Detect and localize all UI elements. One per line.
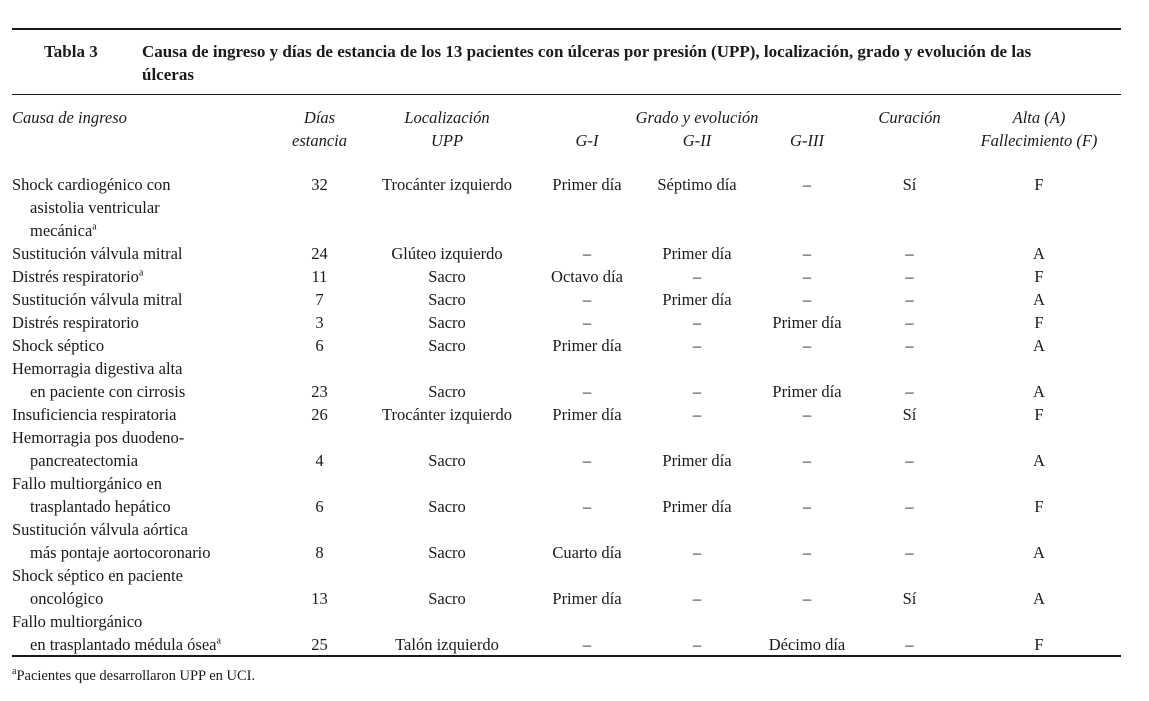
causa-line: Shock séptico en paciente — [12, 566, 183, 585]
cell-dias: 13 — [311, 589, 328, 608]
cell-dias: 4 — [315, 451, 324, 470]
cell-alta: A — [1033, 451, 1045, 470]
cell-localizacion: Sacro — [428, 313, 466, 332]
cell-g3: – — [802, 543, 812, 562]
footnote-mark: a — [12, 666, 17, 678]
cell-curacion: – — [905, 382, 914, 401]
cell-g1: Primer día — [552, 589, 622, 608]
bottom-rule — [12, 655, 1121, 657]
footnote-text: Pacientes que desarrollaron UPP en UCI. — [16, 668, 256, 684]
header-g3: G-III — [790, 131, 824, 150]
cell-dias: 6 — [315, 497, 324, 516]
table-row — [12, 518, 1121, 564]
cell-g1: Primer día — [552, 336, 622, 355]
header-localizacion-1: Localización — [404, 108, 490, 127]
table-row — [12, 288, 1121, 311]
cell-g2: Primer día — [662, 451, 732, 470]
cell-alta: A — [1033, 290, 1045, 309]
cell-curacion: – — [905, 635, 914, 654]
header-dias-2: estancia — [292, 131, 347, 150]
cell-alta: F — [1034, 267, 1044, 286]
cell-localizacion: Trocánter izquierdo — [382, 405, 512, 424]
table-caption-label: Tabla 3 — [44, 42, 98, 61]
table-row — [12, 311, 1121, 334]
cell-alta: A — [1033, 382, 1045, 401]
cell-dias: 7 — [315, 290, 324, 309]
cell-dias: 26 — [311, 405, 328, 424]
cell-dias: 11 — [311, 267, 328, 286]
cell-curacion: – — [905, 543, 914, 562]
cell-causa — [12, 518, 277, 564]
cell-g2: Primer día — [662, 497, 732, 516]
cell-g1: – — [582, 290, 592, 309]
cell-g3: – — [802, 405, 812, 424]
caption-rule — [12, 94, 1121, 95]
header-grado: Grado y evolución — [635, 108, 759, 127]
cell-g1: – — [582, 382, 592, 401]
cell-localizacion: Sacro — [428, 589, 466, 608]
cell-g3: Décimo día — [768, 635, 846, 654]
cell-dias: 25 — [311, 635, 328, 654]
cell-dias: 23 — [311, 382, 328, 401]
cell-dias: 24 — [311, 244, 328, 263]
footnote-marker: a — [138, 267, 144, 279]
table-body — [12, 173, 1121, 656]
causa-line: Fallo multiorgánico en — [12, 474, 163, 493]
table-row — [12, 357, 1121, 403]
cell-alta: F — [1034, 175, 1044, 194]
causa-line: más pontaje aortocoronario — [30, 543, 211, 562]
cell-curacion: Sí — [902, 589, 917, 608]
cell-g1: Octavo día — [551, 267, 623, 286]
cell-g3: – — [802, 290, 812, 309]
cell-g2: Primer día — [662, 244, 732, 263]
cell-g3: Primer día — [772, 382, 842, 401]
cell-curacion: – — [905, 336, 914, 355]
header-g1: G-I — [575, 131, 599, 150]
cell-alta: A — [1033, 589, 1045, 608]
cell-alta: F — [1034, 635, 1044, 654]
header-curacion: Curación — [878, 108, 941, 127]
cell-g3: – — [802, 451, 812, 470]
cell-localizacion: Sacro — [428, 336, 466, 355]
cell-curacion: Sí — [902, 175, 917, 194]
cell-localizacion: Sacro — [428, 382, 466, 401]
cell-g2: – — [692, 313, 702, 332]
causa-line — [12, 633, 277, 656]
cell-causa — [12, 311, 277, 334]
causa-line-text: Distrés respiratorio — [12, 267, 139, 286]
cell-g2: – — [692, 382, 702, 401]
cell-localizacion: Sacro — [428, 543, 466, 562]
cell-curacion: Sí — [902, 405, 917, 424]
cell-g2: – — [692, 405, 702, 424]
causa-line: Sustitución válvula mitral — [12, 290, 183, 309]
causa-line: Distrés respiratorio — [12, 313, 139, 332]
cell-alta: F — [1034, 405, 1044, 424]
cell-dias: 6 — [315, 336, 324, 355]
table-row — [12, 472, 1121, 518]
cell-g3: – — [802, 336, 812, 355]
cell-localizacion: Sacro — [428, 497, 466, 516]
table-row — [12, 403, 1121, 426]
cell-curacion: – — [905, 497, 914, 516]
causa-line — [12, 219, 277, 242]
causa-line: Shock séptico — [12, 336, 105, 355]
cell-alta: A — [1033, 244, 1045, 263]
table-row — [12, 564, 1121, 610]
causa-line: Sustitución válvula aórtica — [12, 520, 188, 539]
cell-causa — [12, 472, 277, 518]
cell-alta: A — [1033, 543, 1045, 562]
cell-g1: – — [582, 497, 592, 516]
cell-g2: – — [692, 589, 702, 608]
cell-localizacion: Sacro — [428, 290, 466, 309]
header-localizacion-2: UPP — [430, 131, 464, 150]
cell-g1: Primer día — [552, 175, 622, 194]
cell-curacion: – — [905, 451, 914, 470]
cell-causa — [12, 610, 277, 656]
footnote — [12, 668, 255, 685]
cell-causa — [12, 357, 277, 403]
cell-g1: – — [582, 451, 592, 470]
header-causa: Causa de ingreso — [12, 108, 127, 127]
causa-line: en paciente con cirrosis — [30, 382, 186, 401]
table-row — [12, 173, 1121, 242]
cell-curacion: – — [905, 313, 914, 332]
causa-line: Insuficiencia respiratoria — [12, 405, 177, 424]
footnote-marker: a — [216, 635, 221, 647]
cell-curacion: – — [905, 244, 914, 263]
causa-line: Sustitución válvula mitral — [12, 244, 183, 263]
cell-localizacion: Glúteo izquierdo — [391, 244, 503, 263]
header-dias-1: Días — [303, 108, 336, 127]
cell-causa — [12, 564, 277, 610]
causa-line-text: en trasplantado médula ósea — [30, 635, 217, 654]
cell-g2: – — [692, 267, 702, 286]
header-g2: G-II — [682, 131, 712, 150]
causa-line: trasplantado hepático — [30, 497, 171, 516]
header-alta-1: Alta (A) — [1012, 108, 1066, 127]
causa-line-text: mecánica — [30, 221, 93, 240]
cell-g1: – — [582, 244, 592, 263]
cell-dias: 8 — [315, 543, 324, 562]
cell-g3: Primer día — [772, 313, 842, 332]
cell-causa — [12, 173, 277, 242]
causa-line: Shock cardiogénico con — [12, 175, 171, 194]
table-row — [12, 426, 1121, 472]
cell-g2: Primer día — [662, 290, 732, 309]
cell-causa — [12, 265, 277, 288]
cell-g2: – — [692, 543, 702, 562]
cell-g3: – — [802, 244, 812, 263]
cell-g3: – — [802, 267, 812, 286]
cell-curacion: – — [905, 290, 914, 309]
cell-g1: Cuarto día — [552, 543, 622, 562]
cell-dias: 32 — [311, 175, 328, 194]
cell-localizacion: Talón izquierdo — [395, 635, 499, 654]
top-rule — [12, 28, 1121, 30]
cell-causa — [12, 288, 277, 311]
cell-alta: A — [1033, 336, 1045, 355]
cell-localizacion: Sacro — [428, 267, 466, 286]
cell-causa — [12, 403, 277, 426]
causa-line: oncológico — [30, 589, 104, 608]
cell-alta: F — [1034, 497, 1044, 516]
table-row — [12, 265, 1121, 288]
causa-line: Hemorragia digestiva alta — [12, 359, 183, 378]
table-caption-text: Causa de ingreso y días de estancia de los 13 pacientes con úlceras por presión (UPP), localización, grado y evolución de las úlceras — [142, 42, 1032, 84]
cell-dias: 3 — [315, 313, 324, 332]
cell-causa — [12, 426, 277, 472]
cell-alta: F — [1034, 313, 1044, 332]
cell-g1: – — [582, 635, 592, 654]
causa-line: asistolia ventricular — [30, 198, 160, 217]
table-row — [12, 610, 1121, 656]
cell-g3: – — [802, 497, 812, 516]
cell-g1: Primer día — [552, 405, 622, 424]
cell-localizacion: Sacro — [428, 451, 466, 470]
causa-line: pancreatectomia — [30, 451, 139, 470]
cell-causa — [12, 242, 277, 265]
table-header — [12, 106, 1121, 173]
cell-g2: Séptimo día — [657, 175, 737, 194]
cell-causa — [12, 334, 277, 357]
cell-g2: – — [692, 336, 702, 355]
cell-g3: – — [802, 175, 812, 194]
cell-g2: – — [692, 635, 702, 654]
causa-line: Fallo multiorgánico — [12, 612, 143, 631]
causa-line — [12, 265, 277, 288]
data-table — [12, 106, 1121, 656]
cell-g3: – — [802, 589, 812, 608]
table-row — [12, 242, 1121, 265]
table-row — [12, 334, 1121, 357]
cell-g1: – — [582, 313, 592, 332]
footnote-marker: a — [92, 221, 97, 233]
causa-line: Hemorragia pos duodeno- — [12, 428, 185, 447]
header-alta-2: Fallecimiento (F) — [980, 131, 1098, 150]
cell-localizacion: Trocánter izquierdo — [382, 175, 512, 194]
cell-curacion: – — [905, 267, 914, 286]
